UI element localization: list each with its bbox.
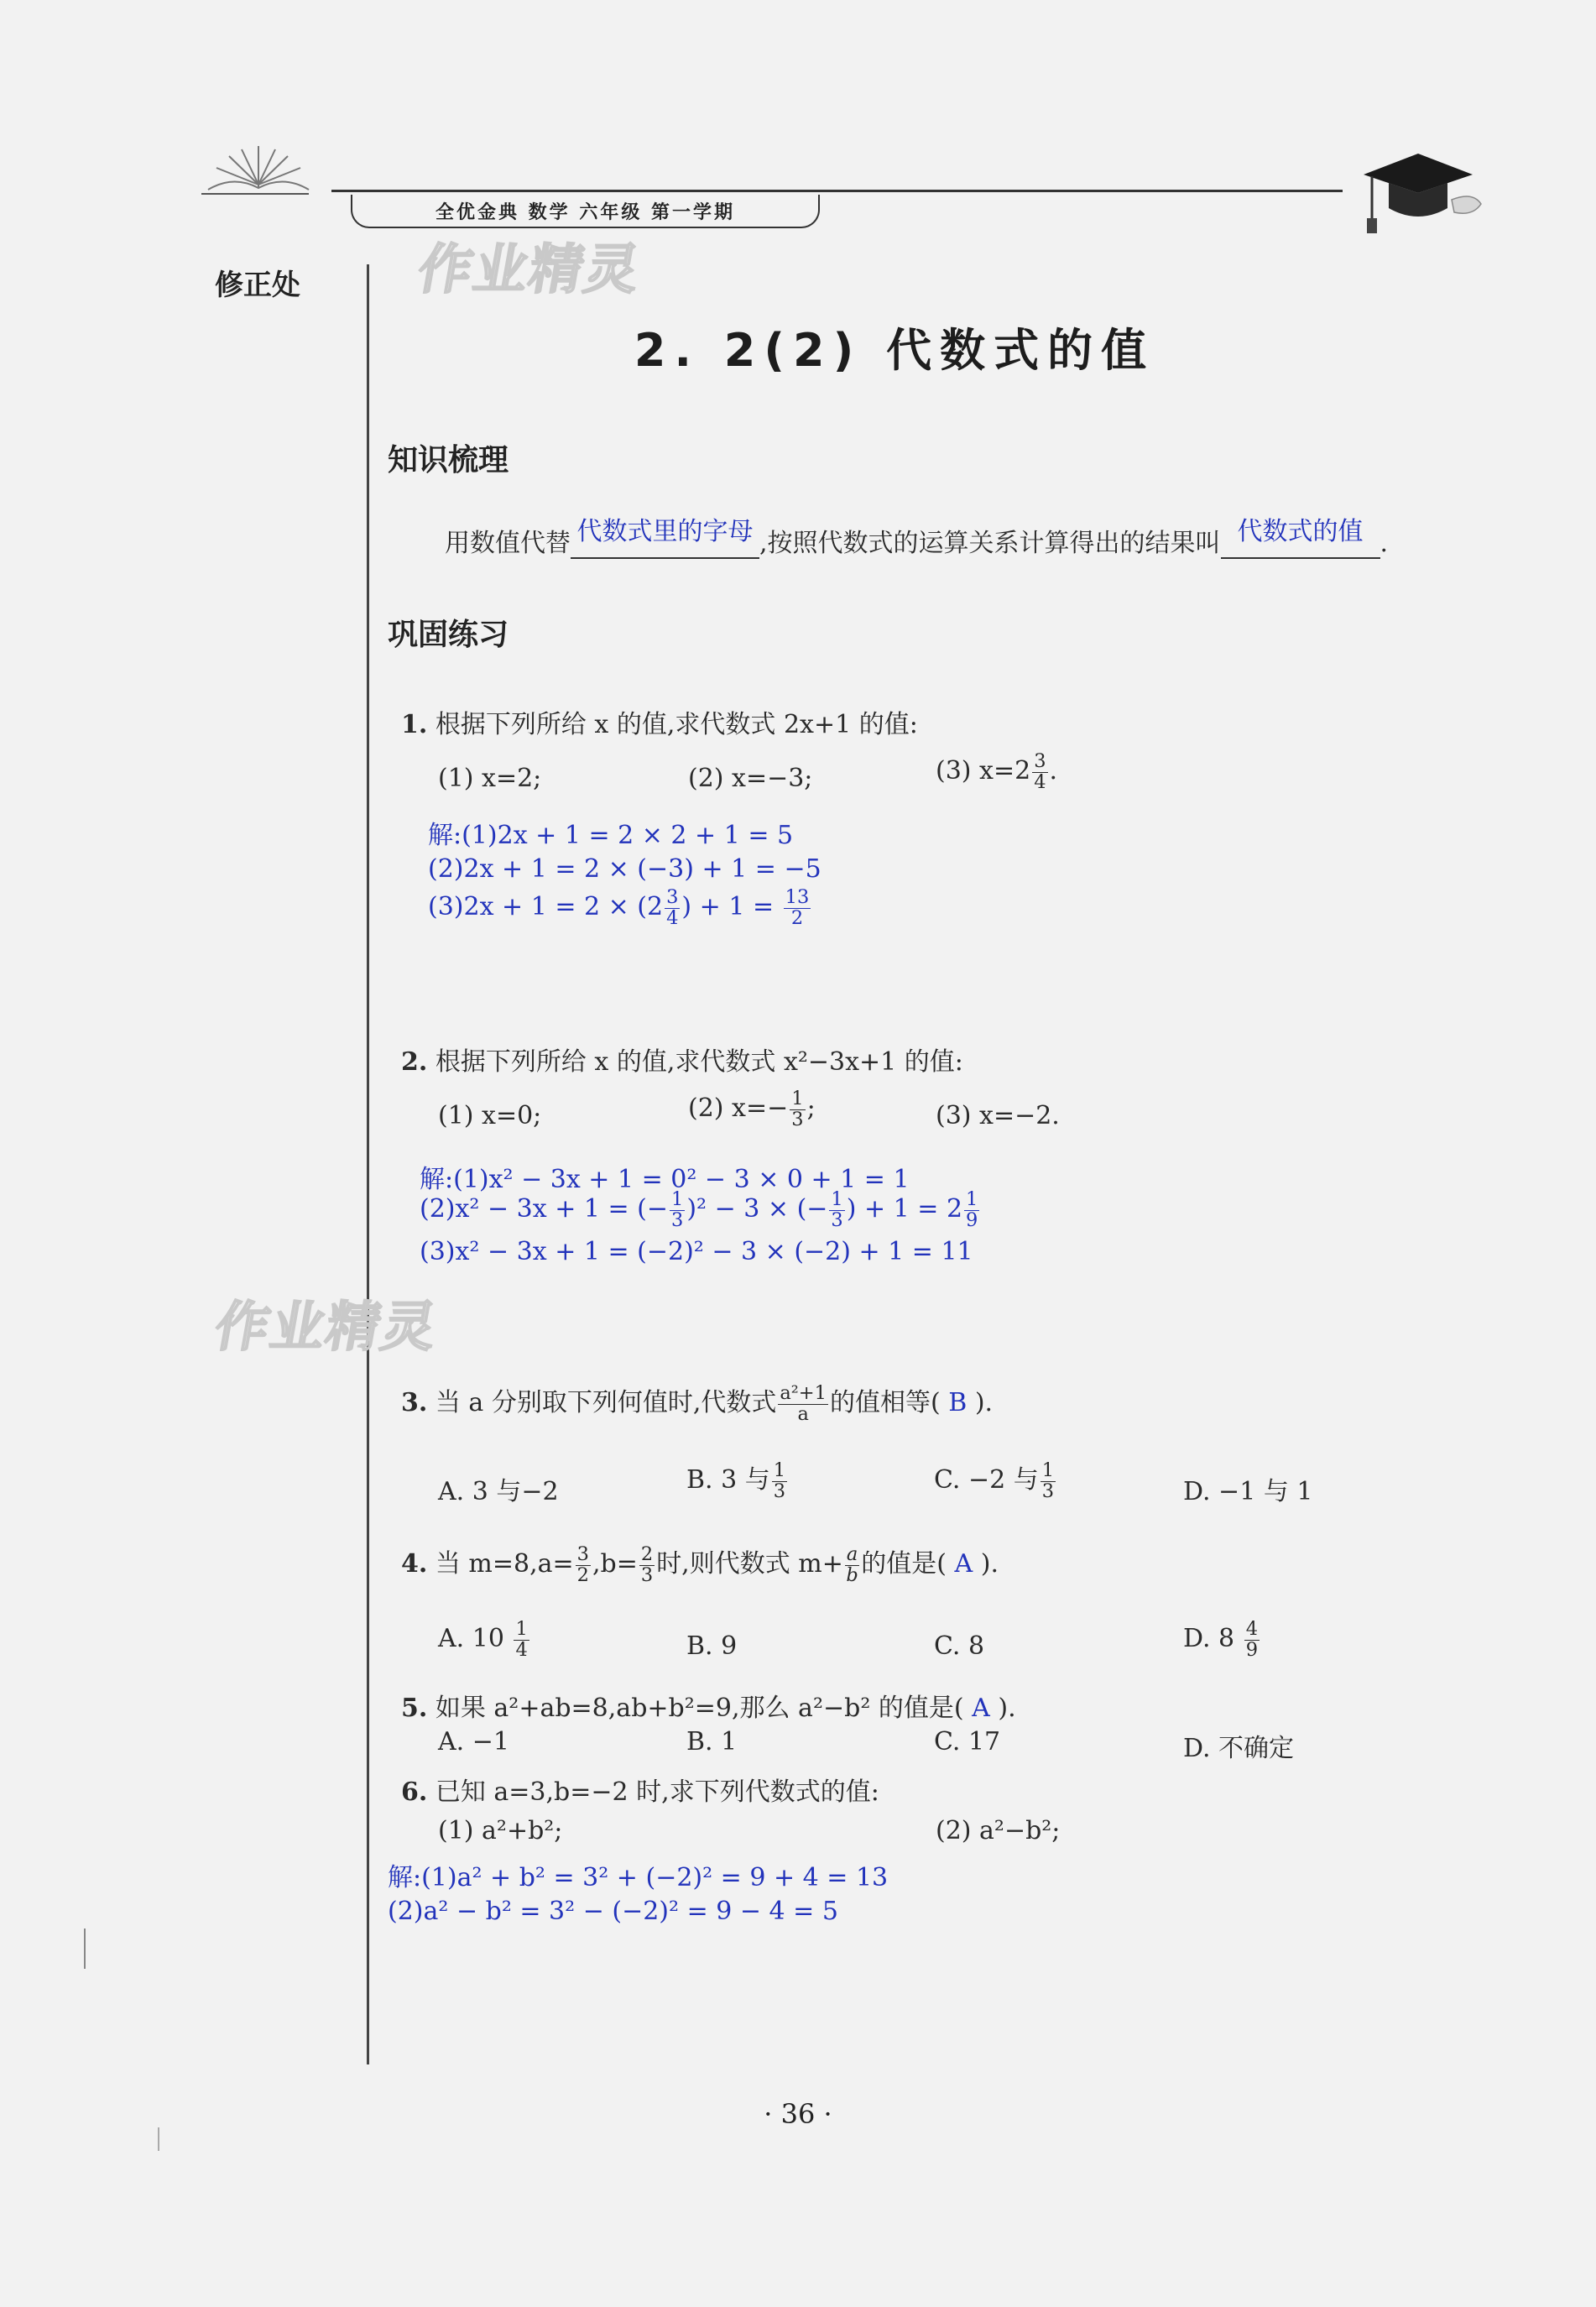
q3-stem: [401, 1381, 993, 1424]
q4-option-a: [438, 1620, 531, 1660]
q5-stem: [401, 1687, 1016, 1724]
denominator: 3: [1041, 1480, 1055, 1502]
fraction: [665, 888, 680, 928]
q4-option-a-prefix: A. 10: [438, 1624, 504, 1654]
q1-answer-3-part-a: (3)2x + 1 = 2 × (2: [428, 892, 664, 922]
q4-text-d: 的值是(: [861, 1549, 947, 1579]
q4-text-e: ).: [980, 1549, 999, 1579]
q2-answer-1: 解:(1)x² − 3x + 1 = 0² − 3 × 0 + 1 = 1: [420, 1165, 910, 1194]
q2-stem: [401, 1041, 963, 1078]
page-number: · 36 ·: [764, 2098, 832, 2130]
q2-number: 2.: [401, 1047, 428, 1077]
denominator: b: [846, 1563, 858, 1586]
q1-answer-2: (2)2x + 1 = 2 × (−3) + 1 = −5: [428, 854, 821, 884]
q2-answer-2-part-b: )² − 3 × (−: [686, 1194, 828, 1224]
q6-answer-2: (2)a² − b² = 3² − (−2)² = 9 − 4 = 5: [388, 1897, 838, 1926]
q3-text-b: 的值相等(: [829, 1388, 941, 1417]
q6-option-1: (1) a²+b²;: [438, 1816, 563, 1845]
fraction: [784, 888, 811, 928]
denominator: 2: [790, 906, 804, 929]
header-rule-left: [201, 193, 309, 195]
q2-answer-2-part-a: (2)x² − 3x + 1 = (−: [420, 1194, 669, 1224]
q6-number: 6.: [401, 1777, 428, 1807]
q4-option-d: [1183, 1620, 1261, 1660]
graduation-cap-icon: [1355, 141, 1489, 237]
q3-option-d: D. −1 与 1: [1183, 1477, 1313, 1506]
q1-option-2: (2) x=−3;: [688, 764, 813, 793]
fraction: [514, 1620, 529, 1660]
q1-answer-3: [428, 888, 812, 928]
q4-number: 4.: [401, 1549, 428, 1579]
fraction: [778, 1381, 828, 1425]
margin-rule: [367, 264, 369, 2064]
q3-option-c-prefix: C. −2 与: [934, 1465, 1039, 1495]
correction-label: 修正处: [215, 269, 300, 302]
scan-mark: [84, 1929, 86, 1969]
numerator: 3: [1034, 750, 1046, 772]
denominator: 2: [576, 1563, 589, 1586]
blank-1-answer: 代数式里的字母: [576, 517, 754, 546]
numerator: 1: [671, 1188, 684, 1210]
numerator: 1: [773, 1459, 786, 1481]
section-title: 2. 2(2) 代数式的值: [634, 324, 1155, 377]
knowledge-end: .: [1380, 529, 1389, 558]
q6-stem: [401, 1771, 879, 1808]
watermark-top: 作业精灵: [413, 239, 646, 301]
q2-answer-2-part-c: ) + 1 = 2: [846, 1194, 963, 1224]
numerator: a²+1: [780, 1381, 827, 1404]
q2-answer-2: [420, 1190, 981, 1230]
q5-option-a: A. −1: [438, 1727, 509, 1756]
q4-option-d-prefix: D. 8: [1183, 1624, 1235, 1654]
q5-text-a: 如果 a²+ab=8,ab+b²=9,那么 a²−b² 的值是(: [435, 1694, 964, 1723]
fraction: [1041, 1461, 1056, 1501]
numerator: 2: [640, 1542, 654, 1565]
q1-answer-3-part-b: ) + 1 =: [681, 892, 775, 922]
q5-option-d: D. 不确定: [1183, 1734, 1295, 1763]
q3-option-c: [934, 1459, 1057, 1501]
fraction: [670, 1190, 685, 1230]
q5-number: 5.: [401, 1694, 428, 1723]
denominator: 9: [1245, 1638, 1259, 1661]
fraction: [1244, 1620, 1260, 1660]
q6-text: 已知 a=3,b=−2 时,求下列代数式的值:: [435, 1777, 879, 1807]
fraction: [639, 1542, 655, 1586]
q3-text-c: ).: [974, 1388, 994, 1417]
fraction: [964, 1190, 979, 1230]
denominator: 4: [666, 906, 679, 929]
denominator: 3: [773, 1480, 786, 1502]
numerator: 1: [966, 1188, 978, 1210]
fraction: [829, 1190, 844, 1230]
q5-text-b: ).: [998, 1694, 1016, 1723]
q4-text-b: ,b=: [592, 1549, 638, 1579]
numerator: 1: [1041, 1459, 1055, 1481]
blank-2[interactable]: [1221, 517, 1380, 559]
q5-option-c: C. 17: [934, 1727, 1001, 1756]
q6-answer-1: 解:(1)a² + b² = 3² + (−2)² = 9 + 4 = 13: [388, 1863, 889, 1892]
q2-option-2-prefix: (2) x=−: [688, 1093, 789, 1124]
fraction: [790, 1089, 805, 1130]
knowledge-heading: 知识梳理: [388, 443, 509, 478]
open-book-icon: [200, 141, 317, 195]
blank-2-answer: 代数式的值: [1237, 517, 1364, 546]
q3-answer: B: [948, 1388, 968, 1417]
q1-stem: [401, 703, 918, 740]
q2-option-3: (3) x=−2.: [936, 1101, 1060, 1130]
numerator: 13: [785, 886, 810, 908]
denominator: 3: [671, 1208, 684, 1231]
q2-option-2: (2) x=− $\frac{1}{3}$ ;: [688, 1088, 816, 1130]
q4-option-b: B. 9: [686, 1631, 738, 1661]
knowledge-sentence: [445, 517, 1389, 559]
denominator: 4: [515, 1638, 528, 1661]
denominator: 3: [791, 1108, 804, 1130]
denominator: 3: [640, 1563, 654, 1586]
numerator: 3: [576, 1542, 589, 1565]
q1-option-3-prefix: (3) x=2: [936, 756, 1031, 786]
header-rule: [331, 190, 1343, 192]
q6-option-2: (2) a²−b²;: [936, 1816, 1061, 1845]
numerator: 4: [1245, 1618, 1259, 1640]
denominator: 3: [831, 1208, 843, 1231]
q4-option-c: C. 8: [934, 1631, 985, 1661]
q3-number: 3.: [401, 1388, 428, 1417]
q1-text: 根据下列所给 x 的值,求代数式 2x+1 的值:: [435, 710, 918, 739]
q2-option-1: (1) x=0;: [438, 1101, 542, 1130]
watermark-middle: 作业精灵: [210, 1297, 443, 1359]
blank-1[interactable]: [571, 517, 759, 559]
q4-stem: [401, 1542, 999, 1585]
fraction: [772, 1461, 787, 1501]
q4-text-a: 当 m=8,a=: [435, 1549, 574, 1579]
practice-heading: 巩固练习: [388, 618, 509, 652]
denominator: a: [797, 1402, 809, 1425]
numerator: 3: [666, 886, 679, 908]
q5-answer: A: [972, 1694, 990, 1723]
q1-option-1: (1) x=2;: [438, 764, 542, 793]
q3-option-b: [686, 1459, 789, 1501]
numerator: 1: [515, 1618, 528, 1640]
q2-answer-3: (3)x² − 3x + 1 = (−2)² − 3 × (−2) + 1 = 11: [420, 1237, 973, 1266]
q3-text-a: 当 a 分别取下列何值时,代数式: [435, 1388, 777, 1417]
numerator: 1: [831, 1188, 843, 1210]
numerator: 1: [791, 1088, 804, 1109]
denominator: 4: [1034, 770, 1046, 793]
denominator: 9: [966, 1208, 978, 1231]
fraction: [845, 1542, 859, 1586]
fraction: [576, 1542, 591, 1586]
q4-answer: A: [954, 1549, 973, 1579]
q4-text-c: 时,则代数式 m+: [656, 1549, 843, 1579]
q3-option-b-prefix: B. 3 与: [686, 1465, 770, 1495]
knowledge-start: 用数值代替: [445, 529, 571, 558]
q5-option-b: B. 1: [686, 1727, 738, 1756]
scan-mark: [158, 2127, 159, 2151]
fraction: [1032, 752, 1047, 792]
q1-answer-1: 解:(1)2x + 1 = 2 × 2 + 1 = 5: [428, 821, 794, 850]
knowledge-mid: ,按照代数式的运算关系计算得出的结果叫: [759, 529, 1221, 558]
numerator: a: [846, 1542, 858, 1565]
q2-text: 根据下列所给 x 的值,求代数式 x²−3x+1 的值:: [435, 1047, 963, 1077]
q1-option-3: (3) x=2 $\frac{3}{4}$ .: [936, 750, 1058, 793]
book-title: 全优金典 数学 六年级 第一学期: [351, 195, 820, 228]
q1-number: 1.: [401, 710, 428, 739]
q3-option-a: A. 3 与−2: [438, 1477, 559, 1506]
